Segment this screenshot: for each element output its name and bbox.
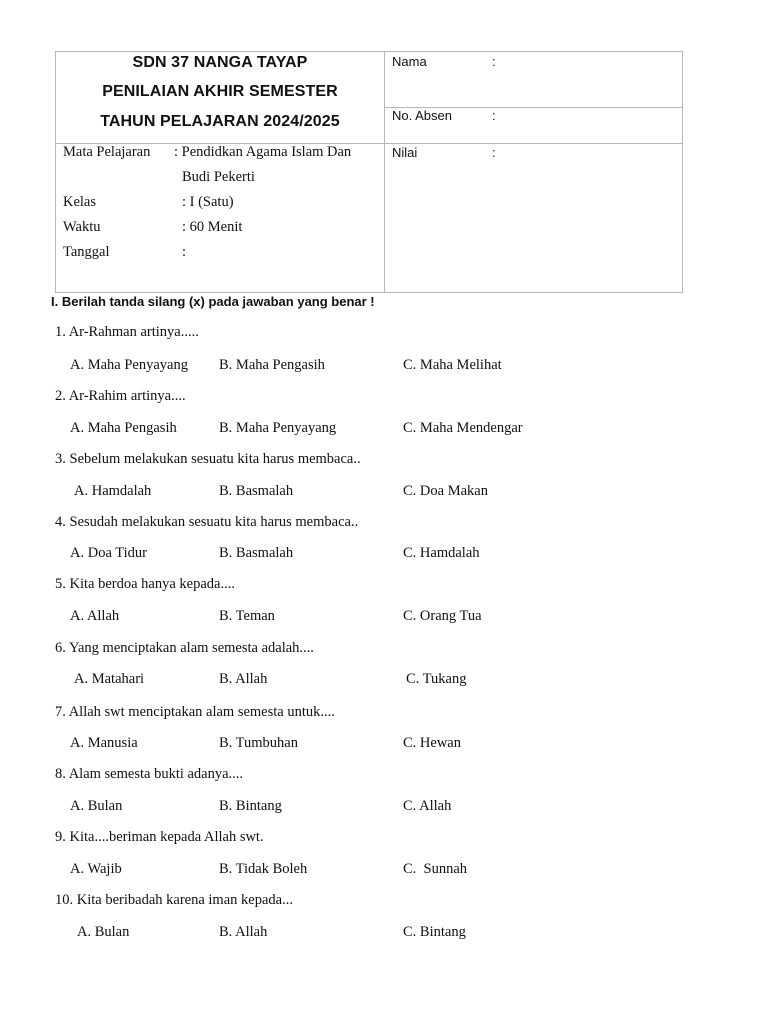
q8-option-c: C. Allah	[403, 798, 452, 814]
class-value: : I (Satu)	[182, 194, 234, 210]
q1-option-b: B. Maha Pengasih	[219, 357, 325, 373]
q8-option-a: A. Bulan	[70, 798, 123, 814]
question-3: 3. Sebelum melakukan sesuatu kita harus membaca..	[55, 451, 361, 467]
table-divider-vertical	[384, 52, 385, 292]
school-name: SDN 37 NANGA TAYAP	[132, 54, 308, 71]
exam-title: PENILAIAN AKHIR SEMESTER	[102, 83, 338, 100]
academic-year: TAHUN PELAJARAN 2024/2025	[100, 113, 340, 130]
date-value: :	[182, 244, 187, 260]
absen-label: No. Absen	[392, 108, 452, 123]
time-label: Waktu	[63, 219, 101, 235]
question-8: 8. Alam semesta bukti adanya....	[55, 766, 244, 782]
q4-option-c: C. Hamdalah	[403, 545, 480, 561]
q6-option-c: C. Tukang	[406, 671, 467, 687]
q6-option-b: B. Allah	[219, 671, 268, 687]
question-9: 9. Kita....beriman kepada Allah swt.	[55, 829, 264, 845]
q4-option-a: A. Doa Tidur	[70, 545, 147, 561]
q2-option-a: A. Maha Pengasih	[70, 420, 177, 436]
q7-option-b: B. Tumbuhan	[219, 735, 298, 751]
q10-option-a: A. Bulan	[77, 924, 130, 940]
q4-option-b: B. Basmalah	[219, 545, 294, 561]
exam-header-table	[55, 51, 683, 293]
question-6: 6. Yang menciptakan alam semesta adalah....	[55, 640, 314, 656]
question-1: 1. Ar-Rahman artinya.....	[55, 324, 199, 340]
q10-option-b: B. Allah	[219, 924, 268, 940]
subject-value-cont: Budi Pekerti	[182, 169, 255, 185]
q9-option-a: A. Wajib	[70, 861, 122, 877]
time-value: : 60 Menit	[182, 219, 243, 235]
q9-option-b: B. Tidak Boleh	[219, 861, 308, 877]
q1-option-a: A. Maha Penyayang	[70, 357, 188, 373]
name-label: Nama	[392, 54, 427, 69]
absen-colon: :	[492, 108, 496, 123]
q2-option-b: B. Maha Penyayang	[219, 420, 337, 436]
q5-option-a: A. Allah	[70, 608, 120, 624]
question-4: 4. Sesudah melakukan sesuatu kita harus membaca..	[55, 514, 359, 530]
q3-option-b: B. Basmalah	[219, 483, 294, 499]
q3-option-a: A. Hamdalah	[74, 483, 152, 499]
class-label: Kelas	[63, 194, 97, 210]
nilai-label: Nilai	[392, 145, 418, 160]
q8-option-b: B. Bintang	[219, 798, 282, 814]
q1-option-c: C. Maha Melihat	[403, 357, 502, 373]
q7-option-a: A. Manusia	[70, 735, 138, 751]
question-2: 2. Ar-Rahim artinya....	[55, 388, 186, 404]
nilai-colon: :	[492, 145, 496, 160]
question-5: 5. Kita berdoa hanya kepada....	[55, 576, 235, 592]
q6-option-a: A. Matahari	[74, 671, 145, 687]
q2-option-c: C. Maha Mendengar	[403, 420, 523, 436]
subject-label: Mata Pelajaran	[63, 144, 151, 160]
name-colon: :	[492, 54, 496, 69]
question-7: 7. Allah swt menciptakan alam semesta untuk....	[55, 704, 335, 720]
q7-option-c: C. Hewan	[403, 735, 461, 751]
subject-value: : Pendidkan Agama Islam Dan	[174, 144, 352, 160]
question-10: 10. Kita beribadah karena iman kepada...	[55, 892, 293, 908]
q5-option-b: B. Teman	[219, 608, 275, 624]
q3-option-c: C. Doa Makan	[403, 483, 488, 499]
instruction-text: I. Berilah tanda silang (x) pada jawaban yang benar !	[51, 294, 375, 309]
date-label: Tanggal	[63, 244, 110, 260]
q10-option-c: C. Bintang	[403, 924, 466, 940]
q9-option-c: C. Sunnah	[403, 861, 468, 877]
q5-option-c: C. Orang Tua	[403, 608, 482, 624]
table-divider-right-2	[384, 143, 682, 144]
